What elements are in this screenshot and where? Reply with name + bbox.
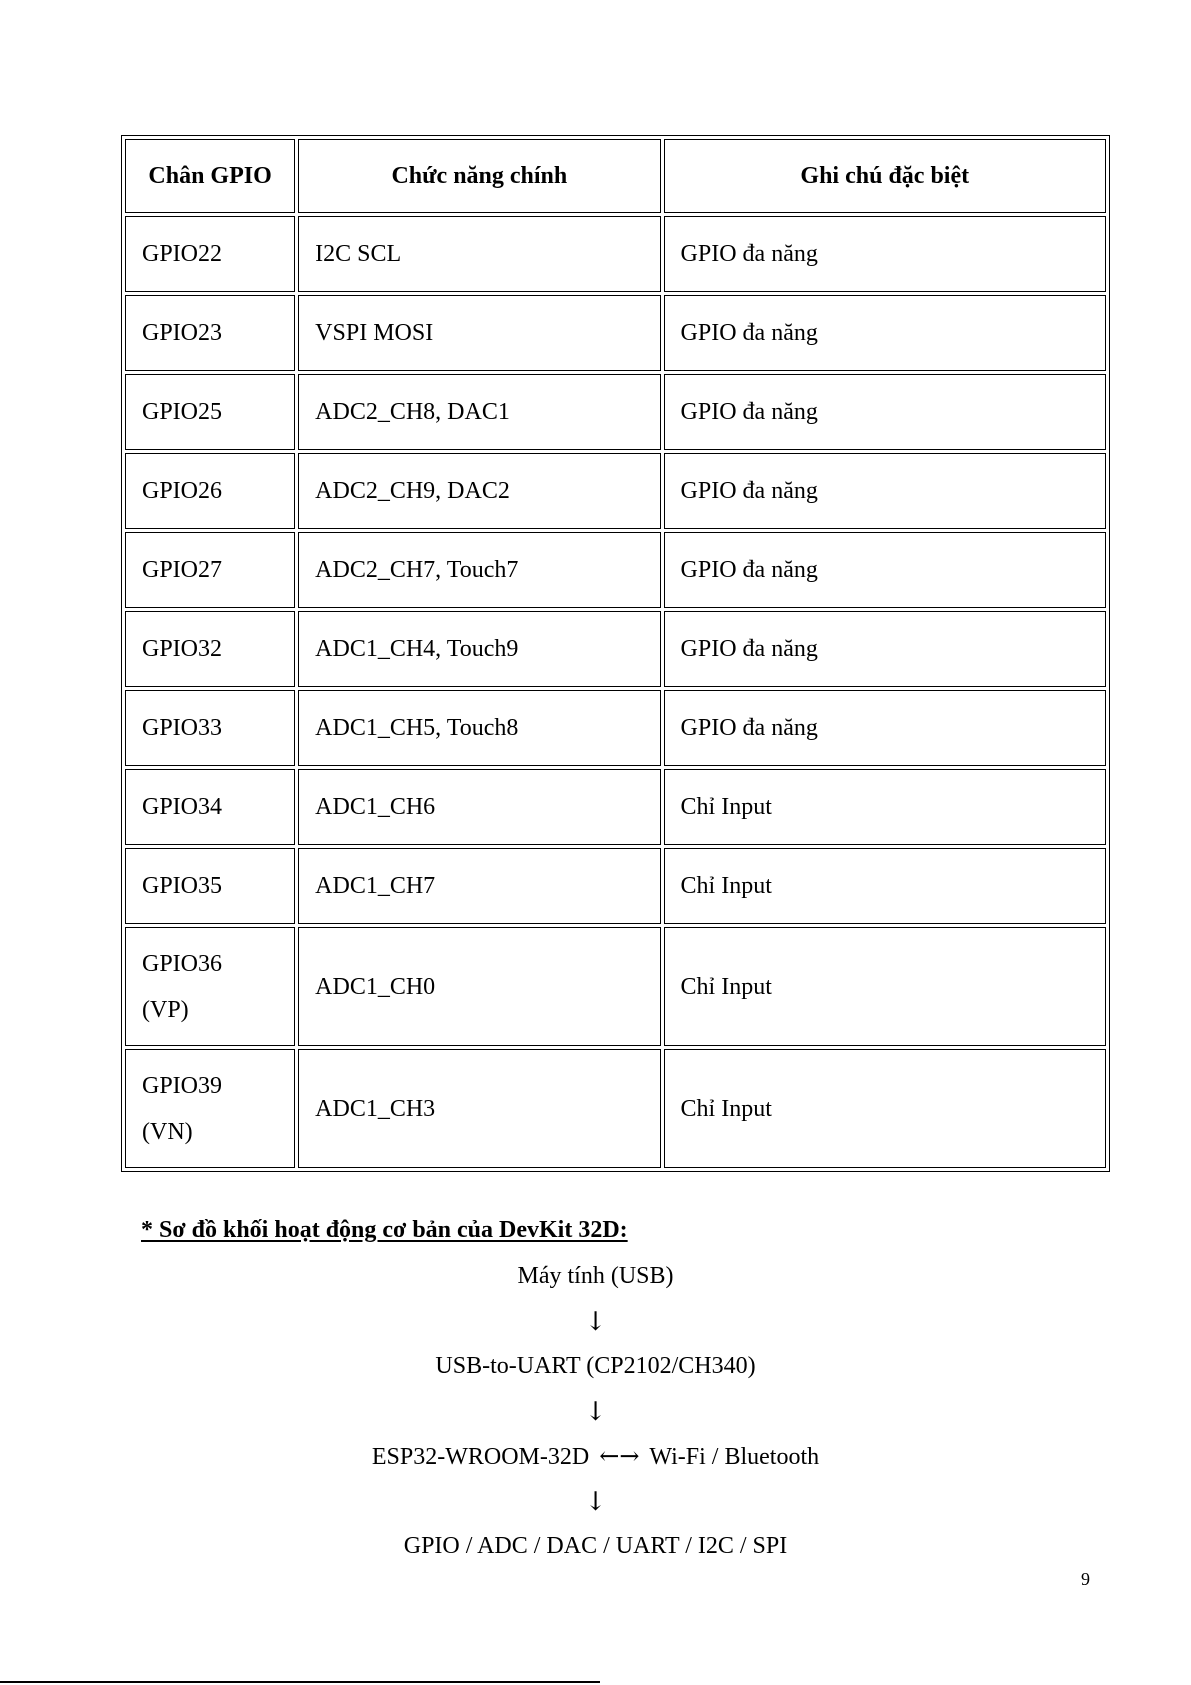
cell-function: ADC1_CH0 xyxy=(298,927,660,1046)
cell-note: Chỉ Input xyxy=(664,927,1106,1046)
table-row xyxy=(125,1049,1106,1168)
cell-function: ADC2_CH9, DAC2 xyxy=(298,453,660,529)
cell-function: VSPI MOSI xyxy=(298,295,660,371)
cell-pin: GPIO26 xyxy=(125,453,295,529)
gpio-pin-table xyxy=(121,135,1110,1172)
block-diagram-heading: * Sơ đồ khối hoạt động cơ bản của DevKit 32D: xyxy=(141,1217,628,1243)
table-row xyxy=(125,453,1106,529)
cell-pin: GPIO27 xyxy=(125,532,295,608)
cell-note: Chỉ Input xyxy=(664,769,1106,845)
cell-note: Chỉ Input xyxy=(664,1049,1106,1168)
cell-note: GPIO đa năng xyxy=(664,374,1106,450)
diagram-wireless: Wi-Fi / Bluetooth xyxy=(649,1444,820,1470)
cell-note: GPIO đa năng xyxy=(664,611,1106,687)
table-header-row xyxy=(125,139,1106,213)
cell-pin: GPIO25 xyxy=(125,374,295,450)
table-row xyxy=(125,769,1106,845)
diagram-step-peripherals: GPIO / ADC / DAC / UART / I2C / SPI xyxy=(403,1533,788,1559)
cell-pin: GPIO35 xyxy=(125,848,295,924)
arrow-down-icon: ↓ xyxy=(584,1487,607,1517)
table-row xyxy=(125,848,1106,924)
cell-pin: GPIO32 xyxy=(125,611,295,687)
arrow-down-icon: ↓ xyxy=(584,1307,607,1337)
cell-note: GPIO đa năng xyxy=(664,690,1106,766)
cell-function: ADC1_CH7 xyxy=(298,848,660,924)
cell-function: ADC1_CH5, Touch8 xyxy=(298,690,660,766)
cell-note: Chỉ Input xyxy=(664,848,1106,924)
cell-pin: GPIO22 xyxy=(125,216,295,292)
cell-pin: GPIO34 xyxy=(125,769,295,845)
cell-pin: GPIO36 (VP) xyxy=(125,927,295,1046)
cell-note: GPIO đa năng xyxy=(664,216,1106,292)
diagram-step-computer: Máy tính (USB) xyxy=(517,1263,674,1289)
table-row xyxy=(125,690,1106,766)
cell-function: ADC1_CH4, Touch9 xyxy=(298,611,660,687)
cell-function: ADC2_CH8, DAC1 xyxy=(298,374,660,450)
cell-note: GPIO đa năng xyxy=(664,295,1106,371)
cell-pin: GPIO39 (VN) xyxy=(125,1049,295,1168)
header-special-note: Ghi chú đặc biệt xyxy=(664,139,1106,213)
cell-function: ADC1_CH6 xyxy=(298,769,660,845)
cell-function: I2C SCL xyxy=(298,216,660,292)
diagram-step-esp32 xyxy=(0,1442,1191,1471)
left-right-arrow-icon: ←→ xyxy=(599,1442,640,1470)
cell-note: GPIO đa năng xyxy=(664,532,1106,608)
table-row xyxy=(125,216,1106,292)
table-row xyxy=(125,532,1106,608)
table-row xyxy=(125,295,1106,371)
cell-function: ADC2_CH7, Touch7 xyxy=(298,532,660,608)
cell-function: ADC1_CH3 xyxy=(298,1049,660,1168)
header-gpio-pin: Chân GPIO xyxy=(125,139,295,213)
header-main-function: Chức năng chính xyxy=(298,139,660,213)
table-row xyxy=(125,927,1106,1046)
page-number: 9 xyxy=(1081,1569,1090,1589)
bottom-divider xyxy=(0,1681,600,1683)
diagram-step-usb-uart: USB-to-UART (CP2102/CH340) xyxy=(435,1353,756,1379)
table-row xyxy=(125,611,1106,687)
cell-pin: GPIO23 xyxy=(125,295,295,371)
arrow-down-icon: ↓ xyxy=(584,1397,607,1427)
cell-pin: GPIO33 xyxy=(125,690,295,766)
diagram-esp32-module: ESP32-WROOM-32D xyxy=(371,1444,590,1470)
table-row xyxy=(125,374,1106,450)
cell-note: GPIO đa năng xyxy=(664,453,1106,529)
